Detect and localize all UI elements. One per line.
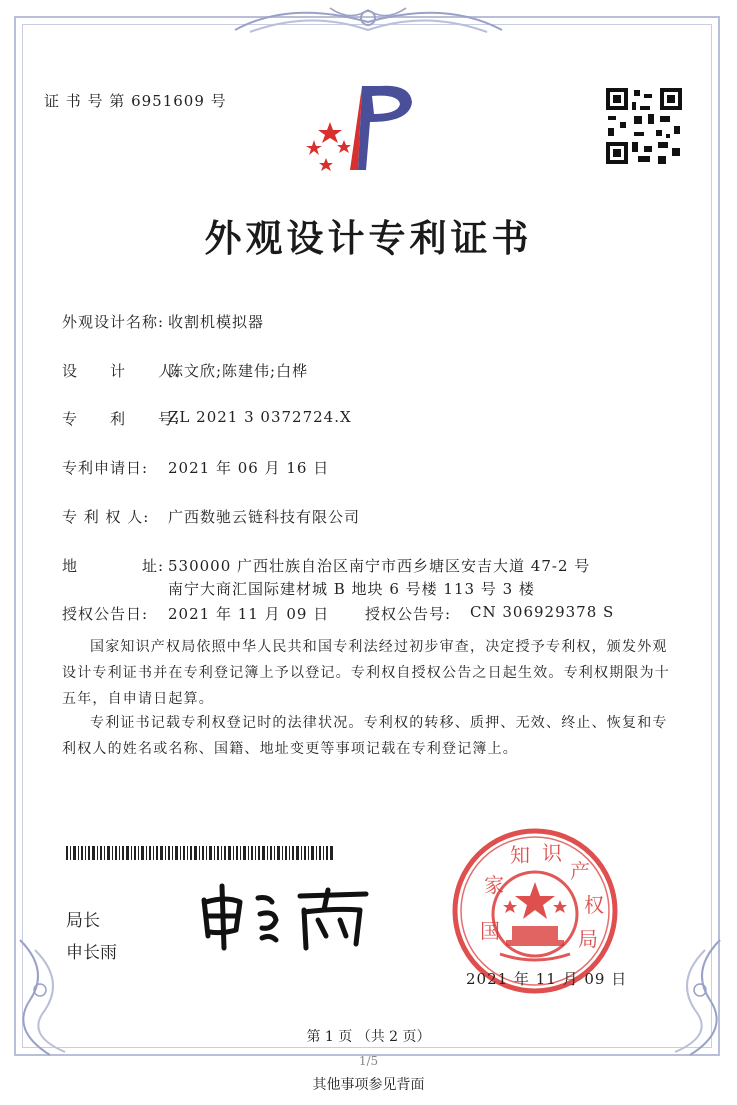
cnipa-logo — [300, 82, 430, 174]
grant-date-label: 授权公告日: — [62, 605, 149, 623]
top-ornament — [230, 0, 507, 40]
body-paragraph-2-line-2: 利权人的姓名或名称、国籍、地址变更等事项记载在专利登记簿上。 — [62, 741, 518, 757]
patentee-value: 广西数驰云链科技有限公司 — [168, 508, 361, 526]
body-paragraph-1-line-1: 国家知识产权局依照中华人民共和国专利法经过初步审查，决定授予专利权，颁发外观 — [90, 639, 668, 655]
svg-text:家: 家 — [484, 873, 504, 897]
filing-date-label: 专利申请日: — [62, 459, 149, 477]
svg-text:产: 产 — [570, 859, 590, 883]
grant-number-value: CN 306929378 S — [470, 603, 615, 621]
designer-label: 设 计 人: — [62, 362, 181, 380]
page-number-label: 第 1 页 （共 2 页） — [306, 1029, 431, 1045]
address-line-1: 530000 广西壮族自治区南宁市西乡塘区安吉大道 47-2 号 — [168, 557, 591, 575]
svg-text:局: 局 — [578, 927, 598, 951]
director-title: 局长 — [66, 911, 100, 931]
qr-code — [604, 86, 684, 166]
patent-number-label: 专 利 号: — [62, 410, 181, 428]
svg-text:知: 知 — [510, 843, 530, 867]
design-name-label: 外观设计名称: — [62, 313, 165, 331]
grant-number-label: 授权公告号: — [365, 605, 452, 623]
patentee-label: 专 利 权 人: — [62, 508, 150, 526]
patent-number-value: ZL 2021 3 0372724.X — [168, 408, 352, 426]
body-paragraph-1-line-2: 设计专利证书并在专利登记簿上予以登记。专利权自授权公告之日起生效。专利权期限为十 — [62, 665, 670, 681]
body-paragraph-1-line-3: 五年，自申请日起算。 — [62, 691, 214, 707]
certificate-title: 外观设计专利证书 — [204, 217, 533, 260]
svg-text:国: 国 — [480, 919, 500, 943]
certificate-number: 证 书 号 第 6951609 号 — [44, 92, 227, 110]
barcode — [66, 846, 336, 860]
designer-value: 陈文欣;陈建伟;白桦 — [168, 362, 309, 380]
director-name: 申长雨 — [66, 943, 117, 963]
address-label: 地 址: — [62, 557, 165, 575]
design-name-value: 收割机模拟器 — [168, 313, 265, 331]
body-paragraph-2-line-1: 专利证书记载专利权登记时的法律状况。专利权的转移、质押、无效、终止、恢复和专 — [90, 715, 668, 731]
viewer-page-indicator: 1/5 — [358, 1054, 379, 1068]
back-side-note: 其他事项参见背面 — [312, 1077, 425, 1093]
grant-date-value: 2021 年 11 月 09 日 — [168, 605, 330, 623]
filing-date-value: 2021 年 06 月 16 日 — [168, 459, 330, 477]
handwritten-signature — [196, 880, 376, 952]
seal-date: 2021 年 11 月 09 日 — [466, 970, 628, 988]
address-line-2: 南宁大商汇国际建材城 B 地块 6 号楼 113 号 3 楼 — [168, 580, 535, 598]
svg-text:识: 识 — [542, 841, 562, 865]
svg-text:权: 权 — [584, 893, 604, 917]
